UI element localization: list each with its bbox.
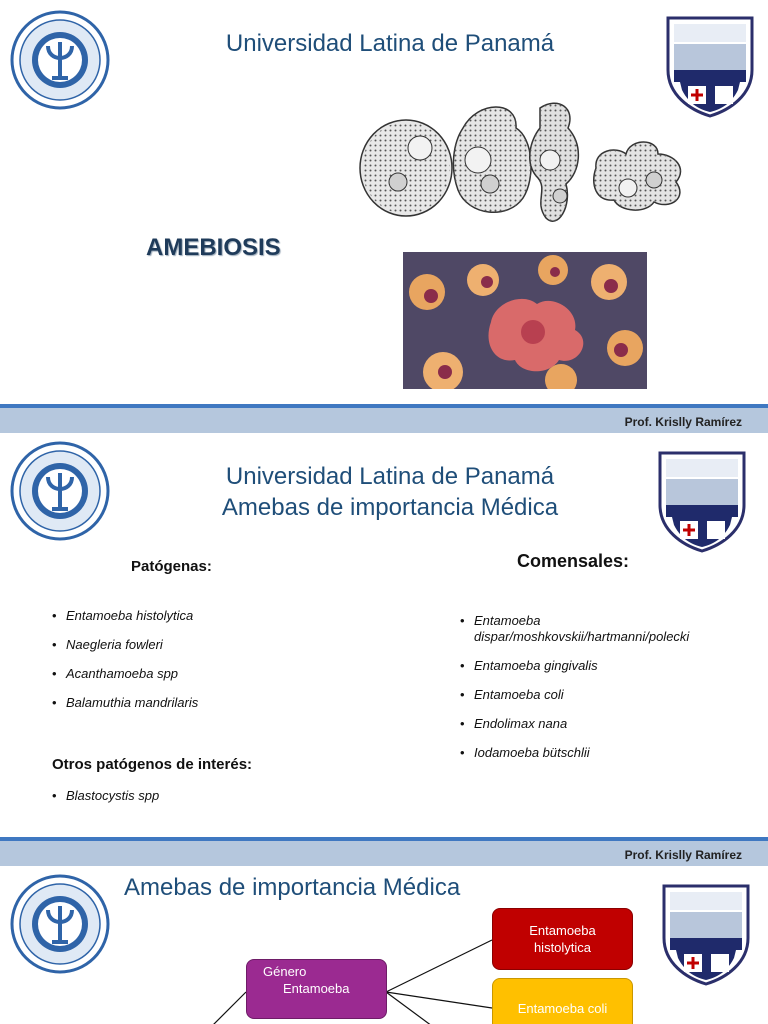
footer-band — [0, 841, 768, 866]
university-seal-logo — [10, 441, 110, 541]
genus-label: Género — [263, 964, 307, 979]
list-item: • Entamoeba gingivalis — [460, 658, 740, 674]
list-item: • Blastocystis spp — [52, 788, 352, 804]
list-item: • Entamoeba coli — [460, 687, 740, 703]
list-item: • Entamoeba dispar/moshkovskii/hartmanni/polecki — [460, 613, 724, 645]
commensals-list — [460, 613, 740, 761]
other-pathogens-list — [52, 788, 352, 804]
pathogens-list — [52, 608, 352, 711]
list-item: • Endolimax nana — [460, 716, 740, 732]
footer-band — [0, 408, 768, 433]
entamoeba-coli-box: Entamoeba coli — [492, 978, 633, 1024]
genus-name: Entamoeba — [283, 981, 350, 996]
other-pathogens-label: Otros patógenos de interés: — [52, 756, 253, 773]
slide-1 — [0, 0, 768, 404]
title-line-2: Amebas de importancia Médica — [221, 494, 559, 521]
entamoeba-histolytica-box — [492, 908, 633, 970]
list-item: • Acanthamoeba spp — [52, 666, 352, 682]
list-item: • Iodamoeba bütschlii — [460, 745, 740, 761]
micrograph-image — [403, 252, 647, 389]
university-seal-logo — [10, 10, 110, 110]
slide-title — [180, 461, 600, 523]
slide-heading: AMEBIOSIS — [146, 234, 281, 261]
faculty-shield-logo — [652, 441, 752, 559]
genus-entamoeba-box — [246, 959, 387, 1019]
professor-name: Prof. Krislly Ramírez — [624, 415, 742, 429]
university-title: Universidad Latina de Panamá — [225, 30, 555, 57]
slide-2 — [0, 433, 768, 837]
commensals-label: Comensales: — [517, 551, 630, 571]
title-line-1: Universidad Latina de Panamá — [225, 463, 555, 490]
box-label-line-1: Entamoeba — [529, 923, 596, 938]
list-item: • Naegleria fowleri — [52, 637, 352, 653]
pathogens-label: Patógenas: — [131, 558, 212, 575]
slide-3 — [0, 866, 768, 1024]
list-item: • Entamoeba histolytica — [52, 608, 352, 624]
box-label-line-2: histolytica — [533, 940, 592, 955]
professor-name: Prof. Krislly Ramírez — [624, 848, 742, 862]
slide-title: Amebas de importancia Médica — [124, 874, 461, 901]
list-item: • Balamuthia mandrilaris — [52, 695, 352, 711]
amoeba-drawings-image — [358, 98, 698, 240]
